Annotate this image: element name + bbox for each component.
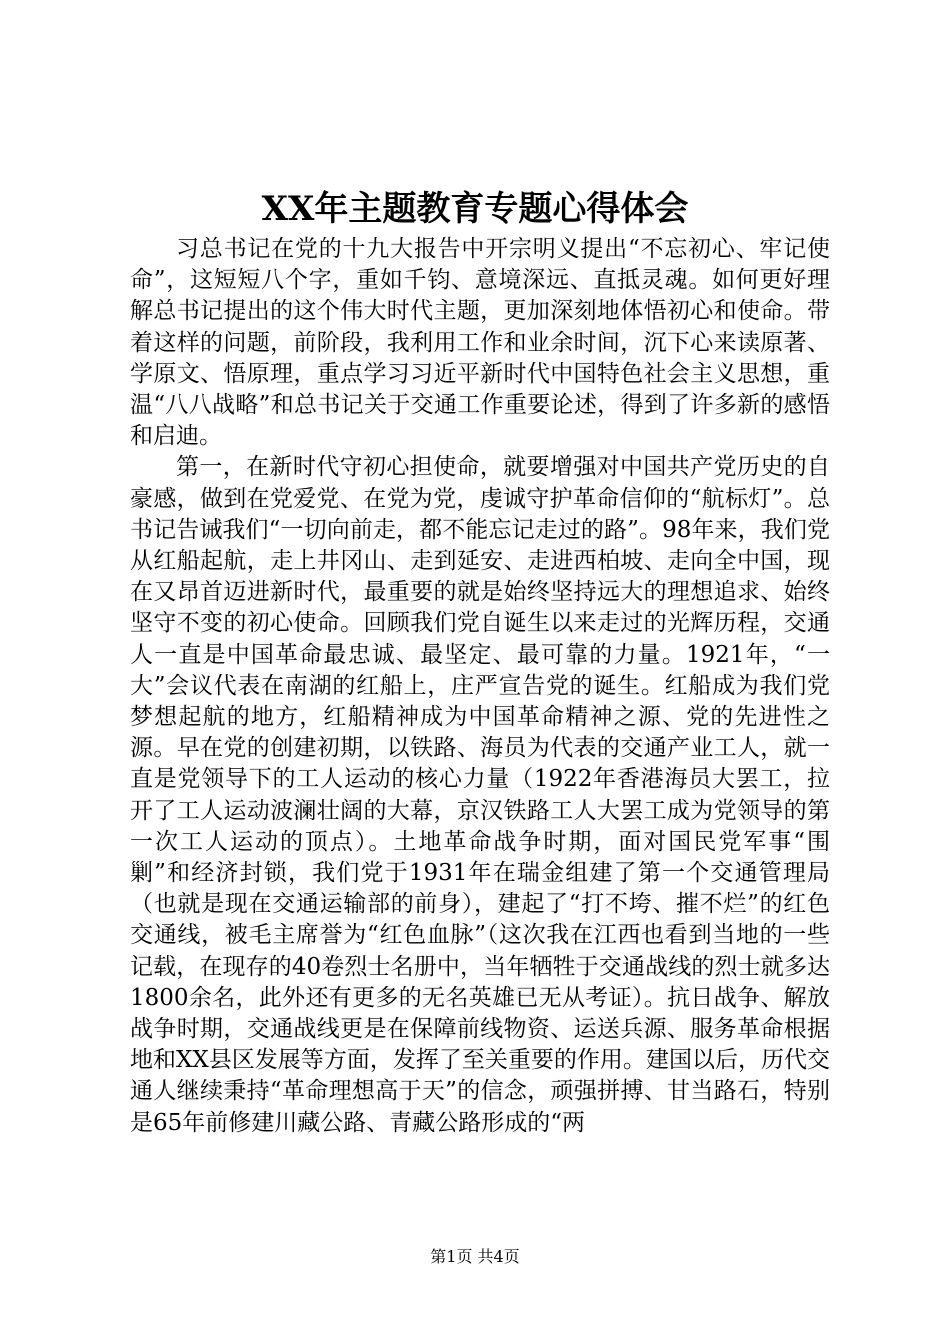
paragraph-first-point: 第一，在新时代守初心担使命，就要增强对中国共产党历史的自豪感，做到在党爱党、在党为党，虔诚守护革命信仰的“航标灯”。总书记告诫我们“一切向前走，都不能忘记走过的路”。98年来，我们党从红船起航，走上井冈山、走到延安、走进西柏坡、走向全中国，现在又昂首迈进新时代，最重要的就是始终坚持远大的理想追求、始终坚守不变的初心使命。回顾我们党自诞生以来走过的光辉历程，交通人一直是中国革命最忠诚、最坚定、最可靠的力量。1921年，“一大”会议代表在南湖的红船上，庄严宣告党的诞生。红船成为我们党梦想起航的地方，红船精神成为中国革命精神之源、党的先进性之源。早在党的创建初期，以铁路、海员为代表的交通产业工人，就一直是党领导下的工人运动的核心力量（1922年香港海员大罢工，拉开了工人运动波澜壮阔的大幕，京汉铁路工人大罢工成为党领导的第一次工人运动的顶点）。土地革命战争时期，面对国民党军事“围剿”和经济封锁，我们党于1931年在瑞金组建了第一个交通管理局（也就是现在交通运输部的前身），建起了“打不垮、摧不烂”的红色交通线，被毛主席誉为“红色血脉”（这次我在江西也看到当地的一些记载，在现存的40卷烈士名册中，当年牺牲于交通战线的烈士就多达1800余名，此外还有更多的无名英雄已无从考证）。抗日战争、解放战争时期，交通战线更是在保障前线物资、运送兵源、服务革命根据地和XX县区发展等方面，发挥了至关重要的作用。建国以后，历代交通人继续秉持“革命理想高于天”的信念，顽强拼搏、甘当路石，特别是65年前修建川藏公路、青藏公路形成的“两 xyxy=(130,454,830,1136)
page-footer: 第1页 共4页 xyxy=(430,1247,520,1266)
document-title: XX年主题教育专题心得体会 xyxy=(261,189,689,229)
document-body xyxy=(130,234,830,1139)
paragraph-intro: 习总书记在党的十九大报告中开宗明义提出“不忘初心、牢记使命”，这短短八个字，重如千钧、意境深远、直抵灵魂。如何更好理解总书记提出的这个伟大时代主题，更加深刻地体悟初心和使命。带着这样的问题，前阶段，我利用工作和业余时间，沉下心来读原著、学原文、悟原理，重点学习习近平新时代中国特色社会主义思想，重温“八八战略”和总书记关于交通工作重要论述，得到了许多新的感悟和启迪。 xyxy=(130,236,830,450)
